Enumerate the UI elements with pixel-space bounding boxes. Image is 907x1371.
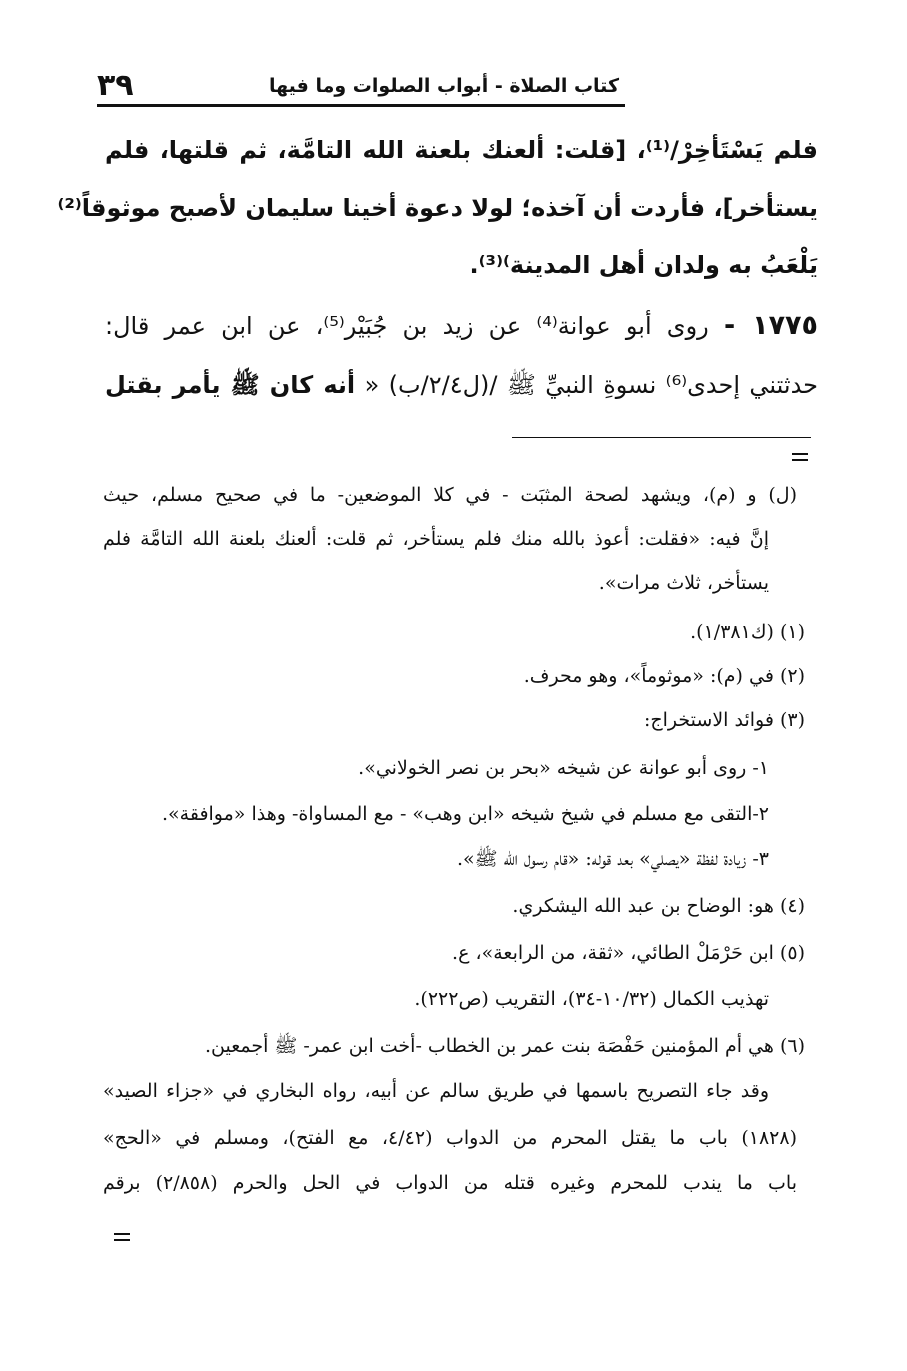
page-header — [97, 68, 625, 107]
footnote-3-item-2: ٢-التقى مع مسلم في شيخ شيخه «ابن وهب» - مع المساواة- وهذا «موافقة». — [161, 803, 769, 825]
footnote-6: (٦) هي أم المؤمنين حَفْصَة بنت عمر بن الخطاب -أخت ابن عمر- ﷺ أجمعين. — [204, 1035, 805, 1057]
page-number: ٣٩ — [97, 68, 134, 103]
footnote-4: (٤) هو: الوضاح بن عبد الله اليشكري. — [512, 895, 805, 917]
main-text-line-3: يَلْعَبُ به ولدان أهل المدينة⁾⁽³⁾. — [469, 251, 818, 279]
footnote-1: (١) (ك١/٣٨١). — [690, 621, 805, 643]
hadith-line — [105, 306, 818, 346]
footnote-3-item-1: ١- روى أبو عوانة عن شيخه «بحر بن نصر الخولاني». — [358, 757, 769, 779]
running-title: كتاب الصلاة - أبواب الصلوات وما فيها — [268, 75, 619, 97]
footnote-3-item-3: ٣- زيادة لفظة «يصلي» بعد قوله: «قام رسول الله ﷺ». — [456, 848, 769, 870]
footnote-continuation-line-1: (ل) و (م)، ويشهد لصحة المثبَت - في كلا الموضعين- ما في صحيح مسلم، حيث — [103, 484, 797, 506]
continuation-mark-bottom — [114, 1233, 130, 1241]
main-text-line-5 — [105, 365, 818, 405]
footnote-divider — [512, 437, 811, 438]
footnote-5-sources: تهذيب الكمال (١٠/٣٢-٣٤)، التقريب (ص٢٢٢). — [414, 988, 769, 1010]
narration-quote: أنه كان ﷺ يأمر بقتل — [105, 371, 356, 399]
footnote-2: (٢) في (م): «موثوماً»، وهو محرف. — [523, 665, 805, 687]
footnote-6-line-4: باب ما يندب للمحرم وغيره قتله من الدواب في الحل والحرم (٢/٨٥٨) برقم — [103, 1172, 797, 1194]
footnote-6-line-2: وقد جاء التصريح باسمها في طريق سالم عن أبيه، رواه البخاري في «جزاء الصيد» — [103, 1080, 769, 1102]
footnote-5: (٥) ابن حَرْمَلْ الطائي، «ثقة، من الرابعة»، ع. — [452, 942, 805, 964]
narration-prefix: حدثتني إحدى⁽⁶⁾ نسوةِ النبيِّ ﷺ /(ل٢/٤/ب) « — [364, 371, 819, 399]
main-text-line-2: يستأخر]، فأردت أن آخذه؛ لولا دعوة أخينا سليمان لأصبح موثوقاً⁽²⁾ — [57, 194, 818, 222]
footnote-3: (٣) فوائد الاستخراج: — [643, 709, 805, 731]
footnote-continuation-line-2: إنَّ فيه: «فقلت: أعوذ بالله منك فلم يستأخر، ثم قلت: ألعنك بلعنة الله التامَّة فلم — [103, 528, 769, 550]
footnote-6-line-3: (١٨٢٨) باب ما يقتل المحرم من الدواب (٤/٤٢، مع الفتح)، ومسلم في «الحج» — [103, 1127, 797, 1149]
hadith-number: ١٧٧٥ - — [723, 310, 819, 341]
hadith-narration-text: روى أبو عوانة⁽⁴⁾ عن زيد بن جُبَيْر⁽⁵⁾، عن ابن عمر قال: — [105, 312, 709, 340]
continuation-mark-top — [792, 453, 808, 461]
footnote-continuation-line-3: يستأخر، ثلاث مرات». — [598, 572, 769, 594]
main-text-line-1: فلم يَسْتَأخِرْ/⁽¹⁾، [قلت: ألعنك بلعنة الله التامَّة، ثم قلتها، فلم — [105, 136, 818, 164]
